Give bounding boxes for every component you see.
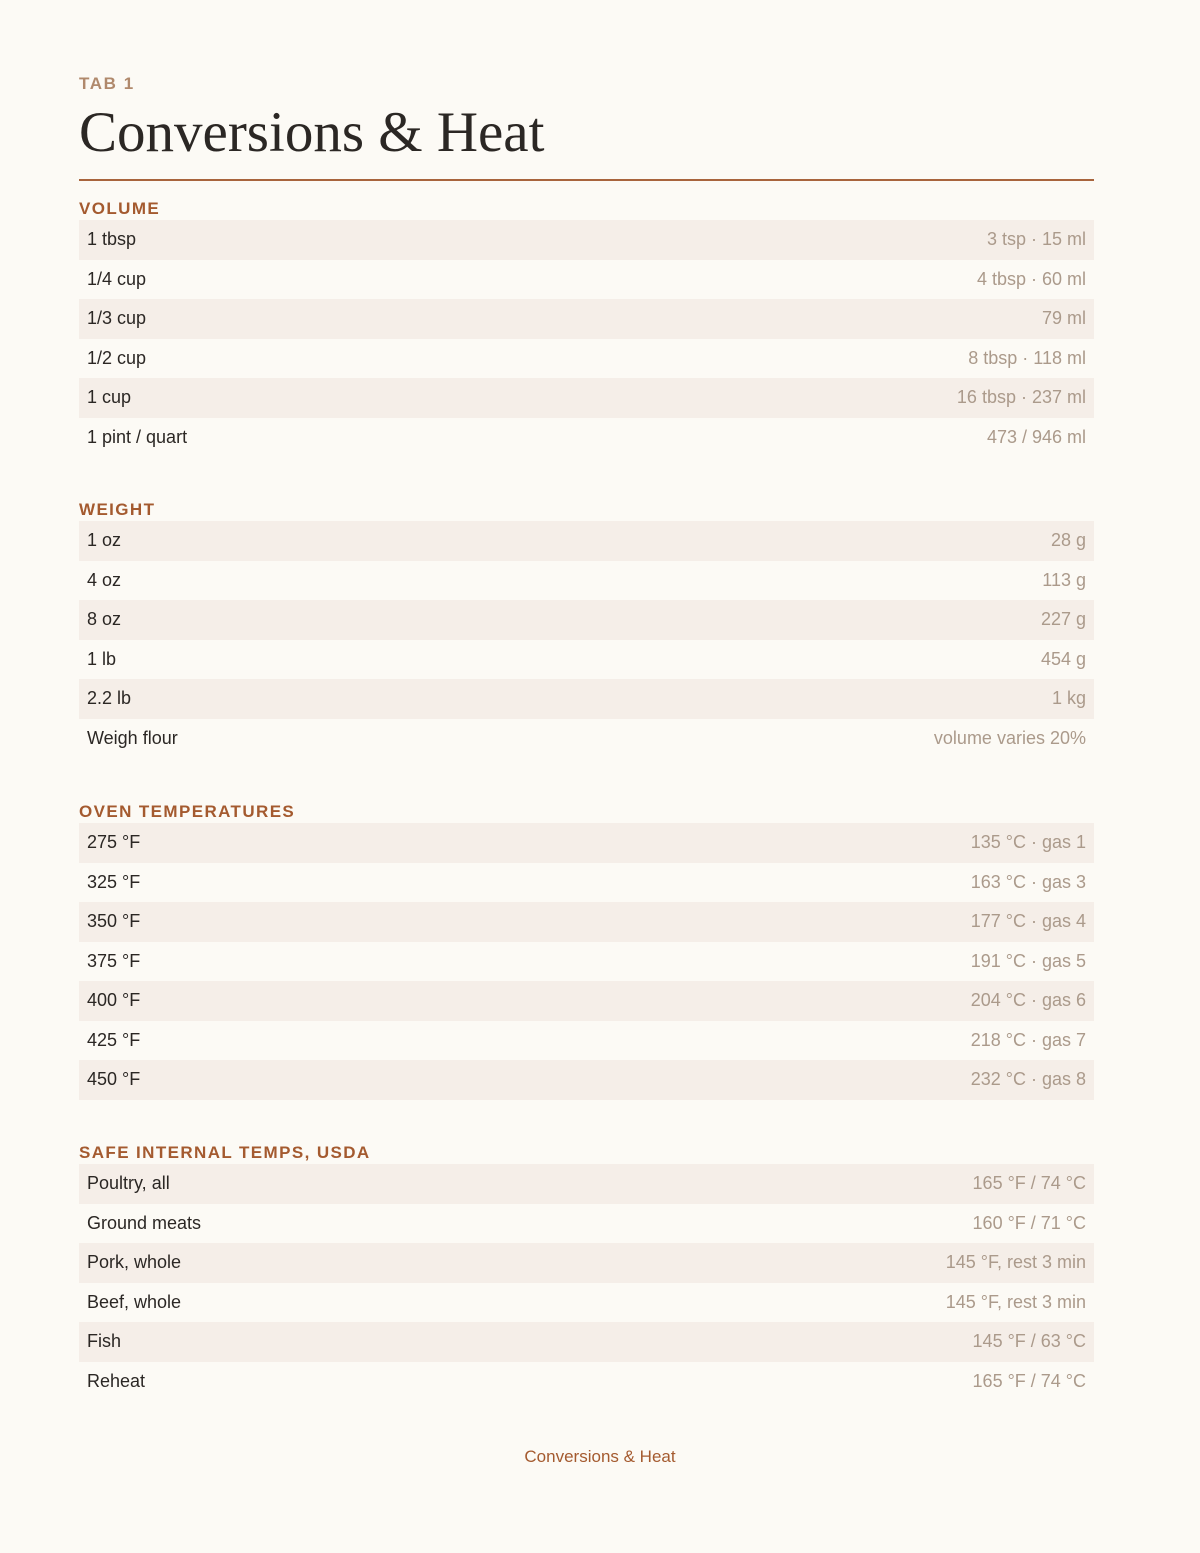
row-value: 191 °C · gas 5 <box>970 950 1086 971</box>
row-value: 1 kg <box>1051 688 1086 709</box>
table-row <box>79 1362 1094 1402</box>
section-heading: WEIGHT <box>79 500 156 519</box>
row-label: 325 °F <box>87 871 141 892</box>
row-value: 113 g <box>1042 569 1086 590</box>
conversion-table <box>79 823 1094 1100</box>
table-row <box>79 1060 1094 1100</box>
row-label: 8 oz <box>87 609 122 630</box>
table-row <box>79 1164 1094 1204</box>
row-label: Ground meats <box>87 1212 202 1233</box>
table-row <box>79 679 1094 719</box>
row-value: 473 / 946 ml <box>986 426 1086 447</box>
row-value: 204 °C · gas 6 <box>970 990 1086 1011</box>
title-divider <box>79 179 1094 181</box>
table-row <box>79 719 1094 759</box>
row-value: 3 tsp · 15 ml <box>986 229 1086 250</box>
row-label: 375 °F <box>87 950 141 971</box>
row-value: 145 °F, rest 3 min <box>945 1291 1086 1312</box>
section-volume <box>79 198 1094 457</box>
table-row <box>79 942 1094 982</box>
row-label: Reheat <box>87 1370 146 1391</box>
table-row <box>79 299 1094 339</box>
table-row <box>79 561 1094 601</box>
row-value: 165 °F / 74 °C <box>972 1173 1086 1194</box>
row-label: 1 lb <box>87 648 117 669</box>
row-label: 1 cup <box>87 387 132 408</box>
row-label: Pork, whole <box>87 1252 182 1273</box>
table-row <box>79 1243 1094 1283</box>
row-label: 1 oz <box>87 530 122 551</box>
table-row <box>79 339 1094 379</box>
row-value: 163 °C · gas 3 <box>970 871 1086 892</box>
section-oven-temperatures <box>79 801 1094 1100</box>
conversion-table <box>79 521 1094 758</box>
row-label: 1 tbsp <box>87 229 137 250</box>
table-row <box>79 521 1094 561</box>
row-value: 8 tbsp · 118 ml <box>968 347 1086 368</box>
row-label: 1 pint / quart <box>87 426 188 447</box>
section-safe-internal-temps <box>79 1142 1094 1401</box>
row-label: 1/3 cup <box>87 308 147 329</box>
table-row <box>79 260 1094 300</box>
section-weight <box>79 499 1094 758</box>
row-value: 28 g <box>1050 530 1086 551</box>
conversion-table <box>79 220 1094 457</box>
row-label: 425 °F <box>87 1029 141 1050</box>
row-label: Fish <box>87 1331 122 1352</box>
row-value: 79 ml <box>1041 308 1086 329</box>
table-row <box>79 418 1094 458</box>
table-row <box>79 863 1094 903</box>
page-title: Conversions & Heat <box>79 101 545 164</box>
row-label: 450 °F <box>87 1069 141 1090</box>
tab-label: TAB 1 <box>79 74 135 93</box>
row-label: 1/4 cup <box>87 268 147 289</box>
table-row <box>79 600 1094 640</box>
row-label: Weigh flour <box>87 727 178 748</box>
row-label: Poultry, all <box>87 1173 170 1194</box>
row-label: Beef, whole <box>87 1291 182 1312</box>
table-row <box>79 220 1094 260</box>
row-value: 177 °C · gas 4 <box>970 911 1086 932</box>
row-value: 4 tbsp · 60 ml <box>976 268 1086 289</box>
row-label: 1/2 cup <box>87 347 147 368</box>
row-value: 16 tbsp · 237 ml <box>956 387 1086 408</box>
row-label: 4 oz <box>87 569 122 590</box>
row-value: 145 °F, rest 3 min <box>945 1252 1086 1273</box>
table-row <box>79 902 1094 942</box>
row-value: 135 °C · gas 1 <box>970 832 1086 853</box>
row-value: 232 °C · gas 8 <box>970 1069 1086 1090</box>
table-row <box>79 640 1094 680</box>
page-footer: Conversions & Heat <box>524 1447 676 1466</box>
table-row <box>79 1204 1094 1244</box>
row-label: 275 °F <box>87 832 141 853</box>
table-row <box>79 1021 1094 1061</box>
row-label: 350 °F <box>87 911 141 932</box>
section-heading: OVEN TEMPERATURES <box>79 802 296 821</box>
table-row <box>79 1283 1094 1323</box>
row-label: 2.2 lb <box>87 688 132 709</box>
table-row <box>79 981 1094 1021</box>
table-row <box>79 823 1094 863</box>
section-heading: VOLUME <box>79 199 161 218</box>
row-value: 160 °F / 71 °C <box>972 1212 1086 1233</box>
table-row <box>79 378 1094 418</box>
row-value: 145 °F / 63 °C <box>972 1331 1086 1352</box>
row-label: 400 °F <box>87 990 141 1011</box>
row-value: 165 °F / 74 °C <box>972 1370 1086 1391</box>
row-value: 454 g <box>1040 648 1086 669</box>
section-heading: SAFE INTERNAL TEMPS, USDA <box>79 1143 371 1162</box>
conversion-table <box>79 1164 1094 1401</box>
table-row <box>79 1322 1094 1362</box>
row-value: 218 °C · gas 7 <box>970 1029 1086 1050</box>
row-value: 227 g <box>1040 609 1086 630</box>
row-value: volume varies 20% <box>933 727 1086 748</box>
